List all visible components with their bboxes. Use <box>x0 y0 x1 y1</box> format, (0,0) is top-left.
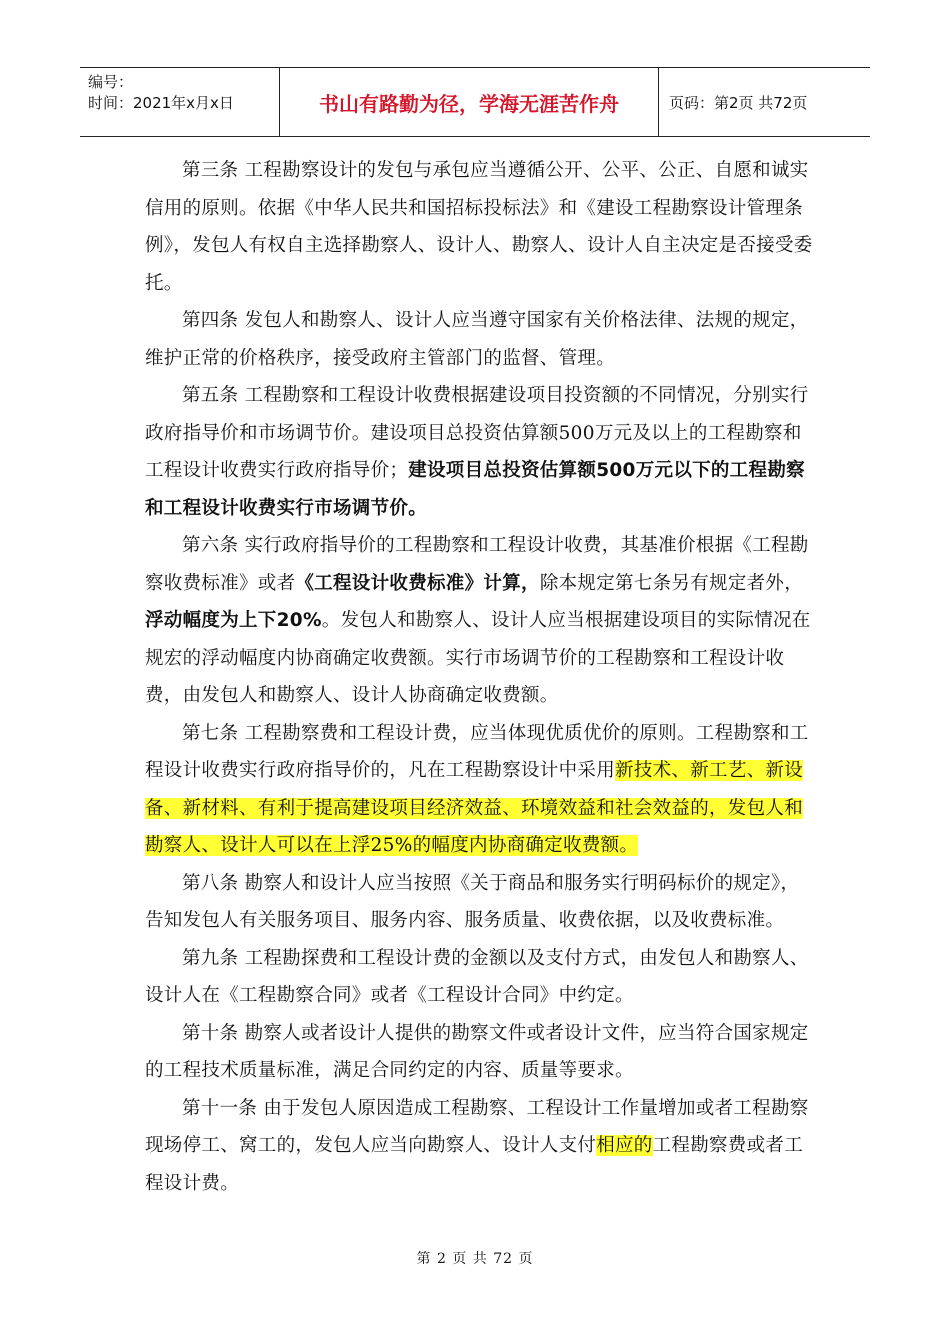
article-6-text-a: 第六条 实行政府指导价的工程勘察和工程设计收费，其基准价根据《工程勘察收费标准》或者 <box>145 535 809 594</box>
article-6-text-c: 。发包人和勘察人、设计人应当根据建设项目的实际情况在规宏的浮动幅度内协商确定收费额。实行市场调节价的工程勘察和工程设计收费，由发包人和勘察人、设计人协商确定收费额。 <box>145 610 811 706</box>
article-11-highlight: 相应的 <box>596 1135 653 1156</box>
article-9: 第九条 工程勘探费和工程设计费的金额以及支付方式，由发包人和勘察人、设计人在《工程勘察合同》或者《工程设计合同》中约定。 <box>145 947 809 1006</box>
article-8: 第八条 勘察人和设计人应当按照《关于商品和服务实行明码标价的规定》，告知发包人有关服务项目、服务内容、服务质量、收费依据，以及收费标准。 <box>145 872 800 931</box>
article-4: 第四条 发包人和勘察人、设计人应当遵守国家有关价格法律、法规的规定，维护正常的价格秩序，接受政府主管部门的监督、管理。 <box>145 310 809 369</box>
article-3: 第三条 工程勘察设计的发包与承包应当遵循公开、公平、公正、自愿和诚实信用的原则。依据《中华人民共和国招标投标法》和《建设工程勘察设计管理条例》，发包人有权自主选择勘察人、设计人、勘察人、设计人自主决定是否接受委托。 <box>145 160 813 294</box>
page-footer: 第 2 页 共 72 页 <box>416 1251 534 1267</box>
header-meta <box>80 68 280 136</box>
article-7-text: 第七条 工程勘察费和工程设计费，应当体现优质优价的原则。工程勘察和工程设计收费实行政府指导价的，凡在工程勘察设计中采用 <box>145 722 809 781</box>
article-5-bold: 建设项目总投资估算额500万元以下的工程勘察和工程设计收费实行市场调节价。 <box>145 460 805 519</box>
article-6-bold-a: 《工程设计收费标准》计算， <box>295 572 540 594</box>
article-7 <box>145 715 815 865</box>
number-label: 编号： <box>88 73 134 91</box>
article-6-bold-b: 浮动幅度为上下20% <box>145 610 322 631</box>
page-info: 页码：第2页 共72页 <box>669 93 808 112</box>
article-11-text-a: 第十一条 由于发包人原因造成工程勘察、工程设计工作量增加或者工程勘察现场停工、窝工的，发包人应当向勘察人、设计人支付 <box>145 1097 809 1156</box>
article-5-text: 第五条 工程勘察和工程设计收费根据建设项目投资额的不同情况，分别实行政府指导价和市场调节价。建设项目总投资估算额500万元及以上的工程勘察和工程设计收费实行政府指导价； <box>145 385 809 481</box>
document-body <box>145 152 815 1202</box>
page-header <box>80 67 870 137</box>
article-7-highlight: 新技术、新工艺、新设备、新材料、有利于提高建设项目经济效益、环境效益和社会效益的，发包人和勘察人、设计人可以在上浮25%的幅度内协商确定收费额。 <box>145 760 804 856</box>
article-6 <box>145 527 815 715</box>
article-5 <box>145 377 815 527</box>
time-label: 时间：2021年x月x日 <box>88 94 234 112</box>
article-6-text-b: 除本规定第七条另有规定者外， <box>539 572 804 594</box>
article-11-text-b: 工程勘察费或者工程设计费。 <box>145 1135 804 1194</box>
article-11 <box>145 1090 815 1203</box>
article-10: 第十条 勘察人或者设计人提供的勘察文件或者设计文件，应当符合国家规定的工程技术质量标准，满足合同约定的内容、质量等要求。 <box>145 1022 809 1081</box>
motto: 书山有路勤为径，学海无涯苦作舟 <box>280 68 659 136</box>
